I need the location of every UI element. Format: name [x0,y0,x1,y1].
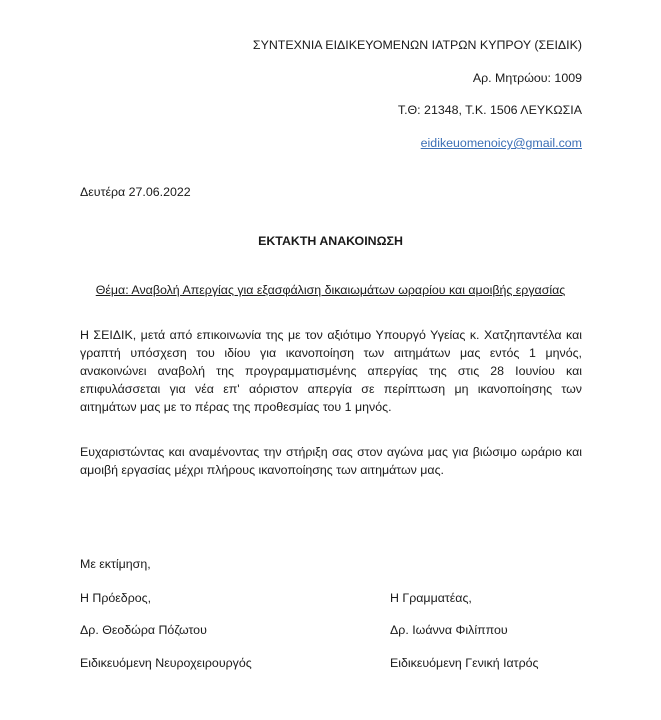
closing-salutation: Με εκτίμηση, [80,557,151,571]
organization-name: ΣΥΝΤΕΧΝΙΑ ΕΙΔΙΚΕΥΟΜΕΝΩΝ ΙΑΤΡΩΝ ΚΥΠΡΟΥ (ΣΕΙΔΙΚ) [252,38,582,52]
left-signatory-specialty: Ειδικευόμενη Νευροχειρουργός [80,656,252,670]
right-signatory-role: Η Γραμματέας, [390,591,472,605]
left-signatory-name: Δρ. Θεοδώρα Πόζωτου [80,623,207,637]
right-signatory-name: Δρ. Ιωάννα Φιλίππου [390,623,508,637]
registry-number: Αρ. Μητρώου: 1009 [472,71,582,85]
document-subject: Θέμα: Αναβολή Απεργίας για εξασφάλιση δικαιωμάτων ωραρίου και αμοιβής εργασίας [95,283,566,297]
body-paragraph-1: Η ΣΕΙΔΙΚ, μετά από επικοινωνία της με τον αξιότιμο Υπουργό Υγείας κ. Χατζηπαντέλα και γραπτή υπόσχεση του ιδίου για ικανοποίηση των αιτημάτων μας εντός 1 μηνός, ανακοινώνει αναβολή της προγραμματισμένης απεργίας της στις 28 Ιουνίου και επιφυλάσσεται για νέα επ' αόριστον απεργία σε περίπτωση μη ικανοποίησης των αιτημάτων μας με το πέρας της προθεσμίας του 1 μηνός. [80,328,582,414]
left-signatory-role: Η Πρόεδρος, [80,591,152,605]
email-link[interactable]: eidikeuomenoicy@gmail.com [420,136,582,150]
document-title: ΕΚΤΑΚΤΗ ΑΝΑΚΟΙΝΩΣΗ [258,234,403,248]
postal-address: Τ.Θ: 21348, Τ.Κ. 1506 ΛΕΥΚΩΣΙΑ [397,103,582,117]
document-date: Δευτέρα 27.06.2022 [80,185,191,199]
body-paragraph-2: Ευχαριστώντας και αναμένοντας την στήριξη σας στον αγώνα μας για βιώσιμο ωράριο και αμοιβή εργασίας μέχρι πλήρους ικανοποίησης των αιτημάτων μας. [80,445,582,477]
right-signatory-specialty: Ειδικευόμενη Γενική Ιατρός [390,656,539,670]
